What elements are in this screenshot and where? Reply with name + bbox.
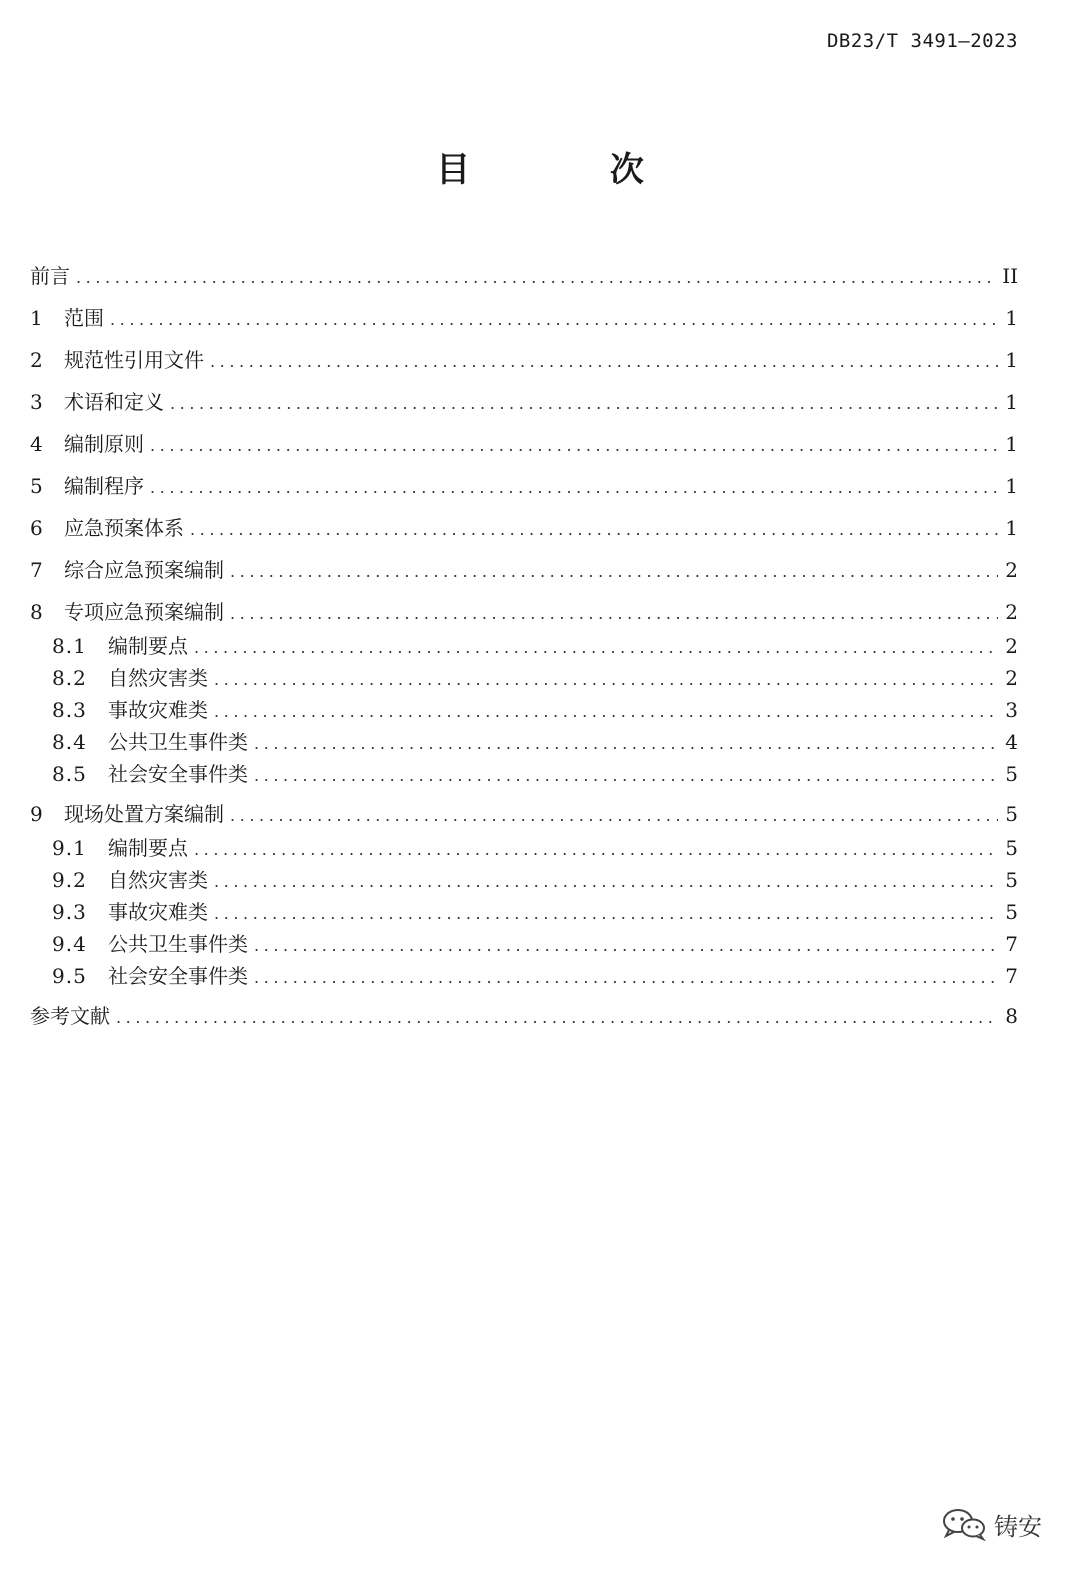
toc-entry-number: 8.3 (52, 698, 87, 722)
toc-entry-page: 1 (1005, 516, 1018, 540)
toc-entry-number: 8 (30, 600, 43, 624)
toc-entry[interactable] (30, 345, 1018, 375)
toc-entry-number: 9.4 (52, 932, 87, 956)
toc-entry-label: 事故灾难类 (108, 698, 208, 722)
toc-entry-label: 社会安全事件类 (108, 964, 248, 988)
toc-entry-number: 9.3 (52, 900, 87, 924)
toc-entry[interactable] (30, 799, 1018, 829)
toc-entry-label: 范围 (64, 306, 104, 330)
toc-entry[interactable] (52, 929, 1018, 959)
toc-entry[interactable] (52, 961, 1018, 991)
wechat-icon (940, 1507, 988, 1541)
toc-entry-number: 9.2 (52, 868, 87, 892)
toc-entry-label: 编制要点 (108, 836, 188, 860)
toc-dot-leader (230, 557, 998, 587)
toc-entry-label: 公共卫生事件类 (108, 932, 248, 956)
toc-dot-leader (76, 263, 996, 293)
toc-entry-page: 1 (1005, 432, 1018, 456)
toc-entry[interactable] (30, 1001, 1018, 1031)
toc-entry-number: 2 (30, 348, 43, 372)
toc-entry[interactable] (52, 759, 1018, 789)
toc-dot-leader (214, 665, 998, 695)
toc-entry[interactable] (30, 471, 1018, 501)
toc-dot-leader (150, 431, 998, 461)
toc-dot-leader (116, 1003, 998, 1033)
page-title: 目 次 (436, 150, 708, 190)
toc-entry-number: 9 (30, 802, 43, 826)
toc-entry-label: 编制原则 (64, 432, 144, 456)
toc-entry-number: 8.5 (52, 762, 87, 786)
toc-entry-number: 3 (30, 390, 43, 414)
toc-entry[interactable] (52, 631, 1018, 661)
toc-entry-label: 社会安全事件类 (108, 762, 248, 786)
toc-dot-leader (254, 761, 998, 791)
toc-dot-leader (254, 729, 998, 759)
toc-entry-number: 9.1 (52, 836, 87, 860)
toc-entry-label: 综合应急预案编制 (64, 558, 224, 582)
toc-entry-page: 3 (1005, 698, 1018, 722)
toc-dot-leader (254, 963, 998, 993)
toc-dot-leader (230, 599, 998, 629)
toc-entry-label: 前言 (30, 264, 70, 288)
toc-entry-label: 专项应急预案编制 (64, 600, 224, 624)
toc-entry-label: 事故灾难类 (108, 900, 208, 924)
toc-entry[interactable] (30, 261, 1018, 291)
toc-entry-page: 7 (1005, 964, 1018, 988)
toc-entry-page: 2 (1005, 666, 1018, 690)
toc-entry[interactable] (52, 663, 1018, 693)
watermark-text: 铸安 (994, 1512, 1042, 1541)
toc-entry-label: 公共卫生事件类 (108, 730, 248, 754)
toc-entry-page: 7 (1005, 932, 1018, 956)
toc-dot-leader (194, 835, 998, 865)
toc-entry-page: 1 (1005, 474, 1018, 498)
toc-entry-label: 编制要点 (108, 634, 188, 658)
toc-dot-leader (150, 473, 998, 503)
watermark-logo (940, 1506, 1042, 1542)
toc-entry-page: II (1002, 264, 1018, 288)
toc-entry-label: 术语和定义 (64, 390, 164, 414)
toc-entry-number: 8.2 (52, 666, 87, 690)
toc-entry-page: 1 (1005, 306, 1018, 330)
toc-entry-label: 编制程序 (64, 474, 144, 498)
toc-entry-label: 自然灾害类 (108, 868, 208, 892)
toc-dot-leader (254, 931, 998, 961)
toc-entry-label: 参考文献 (30, 1004, 110, 1028)
toc-entry[interactable] (52, 897, 1018, 927)
toc-dot-leader (194, 633, 998, 663)
toc-entry[interactable] (52, 865, 1018, 895)
toc-entry[interactable] (30, 387, 1018, 417)
toc-entry-label: 自然灾害类 (108, 666, 208, 690)
toc-entry-page: 2 (1005, 600, 1018, 624)
toc-dot-leader (214, 899, 998, 929)
toc-entry-number: 4 (30, 432, 43, 456)
toc-entry-page: 5 (1005, 802, 1018, 826)
toc-entry[interactable] (30, 303, 1018, 333)
toc-dot-leader (170, 389, 998, 419)
toc-dot-leader (110, 305, 998, 335)
toc-entry-page: 1 (1005, 348, 1018, 372)
toc-entry-page: 1 (1005, 390, 1018, 414)
toc-entry[interactable] (52, 727, 1018, 757)
toc-entry-page: 5 (1005, 762, 1018, 786)
toc-dot-leader (190, 515, 998, 545)
toc-entry-page: 4 (1005, 730, 1018, 754)
toc-entry-page: 8 (1005, 1004, 1018, 1028)
toc-entry-page: 2 (1005, 558, 1018, 582)
toc-entry[interactable] (30, 513, 1018, 543)
toc-entry-page: 5 (1005, 868, 1018, 892)
toc-entry-label: 应急预案体系 (64, 516, 184, 540)
toc-entry-number: 8.4 (52, 730, 87, 754)
toc-entry[interactable] (52, 695, 1018, 725)
document-code: DB23/T 3491—2023 (826, 30, 1018, 52)
toc-dot-leader (214, 867, 998, 897)
toc-entry[interactable] (52, 833, 1018, 863)
toc-entry-page: 2 (1005, 634, 1018, 658)
toc-entry[interactable] (30, 429, 1018, 459)
toc-entry[interactable] (30, 597, 1018, 627)
toc-entry-number: 1 (30, 306, 43, 330)
toc-entry-number: 8.1 (52, 634, 87, 658)
toc-dot-leader (214, 697, 998, 727)
toc-entry-number: 5 (30, 474, 43, 498)
toc-entry-label: 现场处置方案编制 (64, 802, 224, 826)
toc-dot-leader (210, 347, 998, 377)
toc-entry-number: 6 (30, 516, 43, 540)
toc-entry-page: 5 (1005, 900, 1018, 924)
toc-entry-number: 7 (30, 558, 43, 582)
toc-dot-leader (230, 801, 998, 831)
toc-entry-number: 9.5 (52, 964, 87, 988)
toc-entry[interactable] (30, 555, 1018, 585)
toc-entry-page: 5 (1005, 836, 1018, 860)
toc-entry-label: 规范性引用文件 (64, 348, 204, 372)
